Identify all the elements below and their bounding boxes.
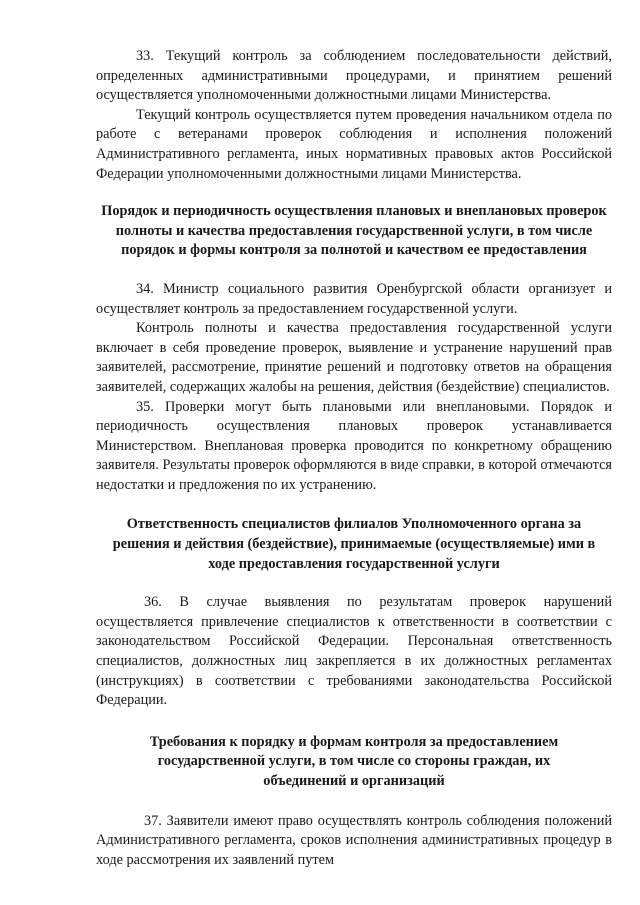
section-heading-responsibility: Ответственность специалистов филиалов Уполномоченного органа за решения и действия (бездействие), принимаемые (осуществляемые) ими в ходе предоставления государственной услуги (112, 516, 596, 572)
section-heading-inspections: Порядок и периодичность осуществления плановых и внеплановых проверок полноты и качества предоставления государственной услуги, в том числе порядок и формы контроля за полнотой и качеством ее предоставления (101, 203, 607, 259)
paragraph-33: 33. Текущий контроль за соблюдением последовательности действий, определенных административными процедурами, и принятием решений осуществляется уполномоченными должностными лицами Министерства. (96, 48, 612, 104)
paragraph-36: 36. В случае выявления по результатам проверок нарушений осуществляется привлечение специалистов к ответственности в соответствии с законодательством Российской Федерации. Персональная ответственность специалистов, должностных лиц закрепляется в их должностных регламентах (инструкциях) в соответствии с требованиями законодательства Российской Федерации. (96, 594, 612, 709)
paragraph-33-continued: Текущий контроль осуществляется путем проведения начальником отдела по работе с ветеранами проверок соблюдения и исполнения положений Административного регламента, иных нормативных правовых актов Российской Федерации уполномоченными должностными лицами Министерства. (96, 106, 612, 182)
paragraph-34: 34. Министр социального развития Оренбургской области организует и осуществляет контроль за предоставлением государственной услуги. (96, 280, 612, 317)
paragraph-34-continued: Контроль полноты и качества предоставления государственной услуги включает в себя проведение проверок, выявление и устранение нарушений прав заявителей, рассмотрение, принятие решений и подготовку ответов на обращения заявителей, содержащих жалобы на решения, действия (бездействие) специалистов. (96, 320, 612, 395)
paragraph-37: 37. Заявители имеют право осуществлять контроль соблюдения положений Административного регламента, сроков исполнения административных процедур в ходе рассмотрения их заявлений путем (96, 812, 612, 868)
paragraph-35: 35. Проверки могут быть плановыми или внеплановыми. Порядок и периодичность осуществления плановых проверок устанавливается Министерством. Внеплановая проверка проводится по конкретному обращению заявителя. Результаты проверок оформляются в виде справки, в которой отмечаются недостатки и предложения по их устранению. (96, 398, 612, 493)
section-heading-control-requirements: Требования к порядку и формам контроля за предоставлением государственной услуги, в том числе со стороны граждан, их объединений и организаций (149, 733, 559, 789)
